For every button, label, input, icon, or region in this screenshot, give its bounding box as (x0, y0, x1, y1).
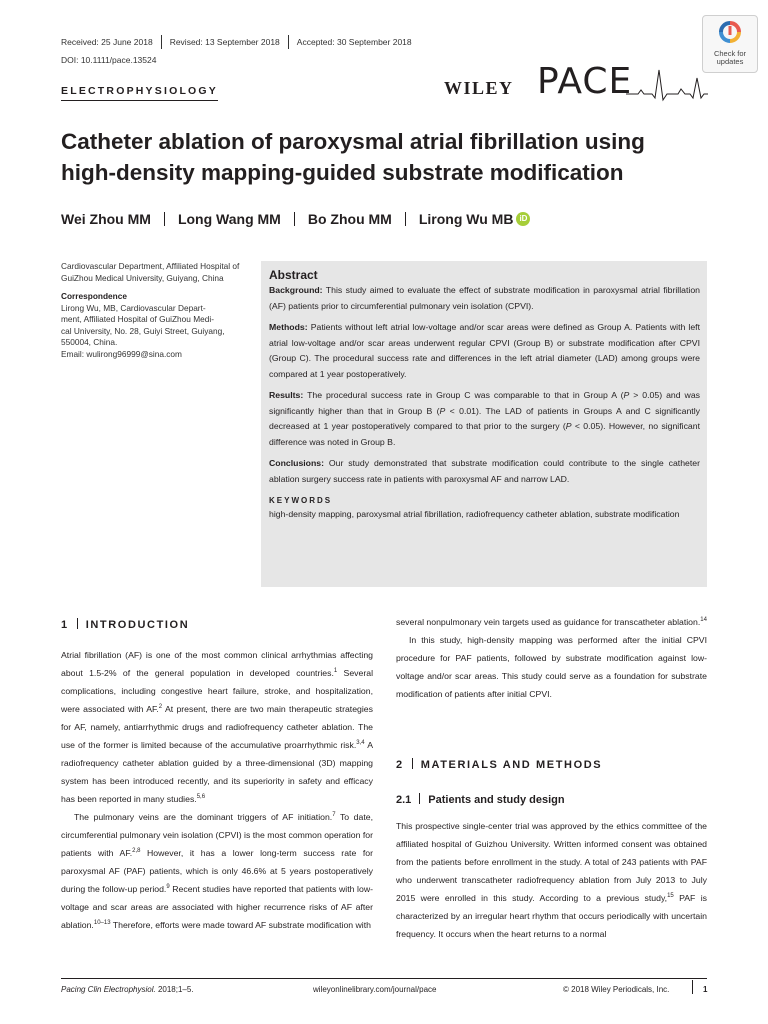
publisher-logo: WILEY (444, 78, 514, 98)
correspondence-label: Correspondence (61, 291, 127, 301)
author[interactable]: Long Wang MM (177, 211, 281, 227)
section-label: ELECTROPHYSIOLOGY (61, 85, 218, 101)
abstract-background: Background: This study aimed to evaluate the effect of substrate modification in paroxysmal atrial fibrillation (AF) patients prior to circumferential pulmonary vein isolation (CPVI). (269, 285, 700, 311)
author[interactable]: Lirong Wu MB (418, 211, 514, 227)
check-for-updates-badge[interactable] (702, 15, 758, 73)
footer-rule (61, 978, 707, 979)
paragraph: several nonpulmonary vein targets used as guidance for transcatheter ablation.$^{14}$ (396, 617, 707, 627)
article-history (61, 35, 412, 49)
keywords: high-density mapping, paroxysmal atrial fibrillation, radiofrequency catheter ablation, substrate modification (269, 509, 680, 519)
paragraph: In this study, high-density mapping was performed after the initial CPVI procedure for PAF patients, followed by substrate modification against low-voltage and/or scar areas. This study could serve as a foundation for substrate modification of patients after initial CPVI. (396, 635, 707, 699)
correspondence-line: 550004, China. (61, 337, 118, 347)
section-heading-introduction: 1 INTRODUCTION (61, 619, 190, 631)
divider (692, 980, 693, 994)
introduction-continued (396, 613, 707, 703)
journal-logo: PACE (537, 61, 633, 102)
divider (288, 35, 289, 49)
paragraph: Atrial fibrillation (AF) is one of the most common clinical arrhythmias affecting about 1.5-2% of the general population in developed countries.$^1$ Several complications, including congestive heart failure, stroke, and hospitalization, were associated with AF.$^2$ At present, there are two main therapeutic strategies for AF, namely, antiarrhythmic drugs and radiofrequency catheter ablation. The use of the former is limited because of the accumulative proarrhythmic risk.$^{3,4}$ A radiofrequency catheter ablation guided by a three-dimensional (3D) mapping system has been introduced recently, and its superiority in safety and efficacy has been reported in many studies.$^{5,6}$ (61, 650, 373, 804)
received-date: Received: 25 June 2018 (61, 37, 153, 47)
correspondence-email[interactable]: Email: wulirong96999@sina.com (61, 348, 182, 359)
footer-citation: Pacing Clin Electrophysiol. 2018;1–5. (61, 985, 194, 994)
section-heading-methods: 2 MATERIALS AND METHODS (396, 759, 603, 771)
abstract-conclusions: Conclusions: Our study demonstrated that substrate modification could contribute to the single catheter ablation surgery success rate in patients with paroxysmal AF and narrow LAD. (269, 458, 700, 484)
methods-body (396, 817, 707, 943)
page-number: 1 (703, 985, 708, 994)
author[interactable]: Wei Zhou MM (61, 211, 151, 227)
paragraph: This prospective single-center trial was approved by the ethics committee of the affiliated hospital of Guizhou University. Written informed consent was obtained from the patients before enrollment in the study. A total of 243 patients with PAF who underwent transcatheter radiofrequency ablation from July 2013 to July 2015 were enrolled in this study. According to a previous study,$^{15}$ PAF is characterized by an irregular heart rhythm that occurs periodically with uncertain frequency. It occurs when the heart returns to a normal (396, 821, 707, 939)
title-line: high-density mapping-guided substrate modification (61, 160, 624, 185)
paragraph: The pulmonary veins are the dominant triggers of AF initiation.$^7$ To date, circumferential pulmonary vein isolation (CPVI) is the most common operation for patients with AF.$^{2,8}$ However, it has a lower long-term success rate for paroxysmal AF (PAF) patients, which is only 46.6% at 5 years postoperatively during the follow-up period.$^9$ Recent studies have reported that patients with low- voltage and scar areas are associated with higher recurrence risks of AF after ablation.$^{10-13}$ Therefore, efforts were made toward AF substrate modification with (61, 812, 373, 930)
author[interactable]: Bo Zhou MM (307, 211, 392, 227)
divider (164, 212, 165, 226)
ecg-trace-icon (626, 68, 708, 102)
title-line: Catheter ablation of paroxysmal atrial fibrillation using (61, 129, 645, 154)
revised-date: Revised: 13 September 2018 (169, 37, 280, 47)
author-list (61, 211, 530, 227)
keywords-label: KEYWORDS (269, 496, 333, 505)
abstract-heading: Abstract (269, 268, 318, 282)
divider (405, 212, 406, 226)
affiliation: Cardiovascular Department, Affiliated Hospital of GuiZhou Medical University, Guiyang, China (61, 261, 240, 283)
correspondence (61, 291, 246, 360)
correspondence-line: cal University, No. 28, Guiyi Street, Guiyang, (61, 325, 225, 336)
divider (161, 35, 162, 49)
badge-line2: updates (716, 57, 744, 66)
accepted-date: Accepted: 30 September 2018 (296, 37, 412, 47)
divider (294, 212, 295, 226)
footer-url[interactable]: wileyonlinelibrary.com/journal/pace (313, 985, 437, 994)
abstract-methods: Methods: Patients without left atrial low-voltage and/or scar areas were defined as Group A. Patients with left atrial low-voltage and/or scar areas underwent regular CPVI (Group B) or substrate modification after CPVI (Group C). The procedural success rate and differences in the left atrial diameter (LAD) among groups were compared at 1 year postoperatively. (269, 322, 700, 379)
check-updates-icon (718, 20, 742, 44)
badge-line1: Check for (713, 49, 747, 58)
orcid-icon[interactable]: iD (516, 212, 530, 226)
doi[interactable]: DOI: 10.1111/pace.13524 (61, 55, 157, 65)
abstract-box (261, 261, 707, 587)
article-title (61, 126, 701, 188)
footer-copyright: © 2018 Wiley Periodicals, Inc. (563, 985, 670, 994)
introduction-body (61, 646, 373, 934)
correspondence-line: Lirong Wu, MB, Cardiovascular Depart- (61, 302, 206, 313)
abstract-results: Results: The procedural success rate in Group C was comparable to that in Group A (P > 0.05) and was significantly higher than that in Group B (P < 0.01). The LAD of patients in Groups A and C significantly decreased at 1 year postoperatively compared to that prior to the surgery (P < 0.05). However, no significant difference was noted in Group B. (269, 390, 700, 447)
subsection-heading: 2.1 Patients and study design (396, 794, 565, 806)
correspondence-line: ment, Affiliated Hospital of GuiZhou Medi- (61, 314, 214, 324)
